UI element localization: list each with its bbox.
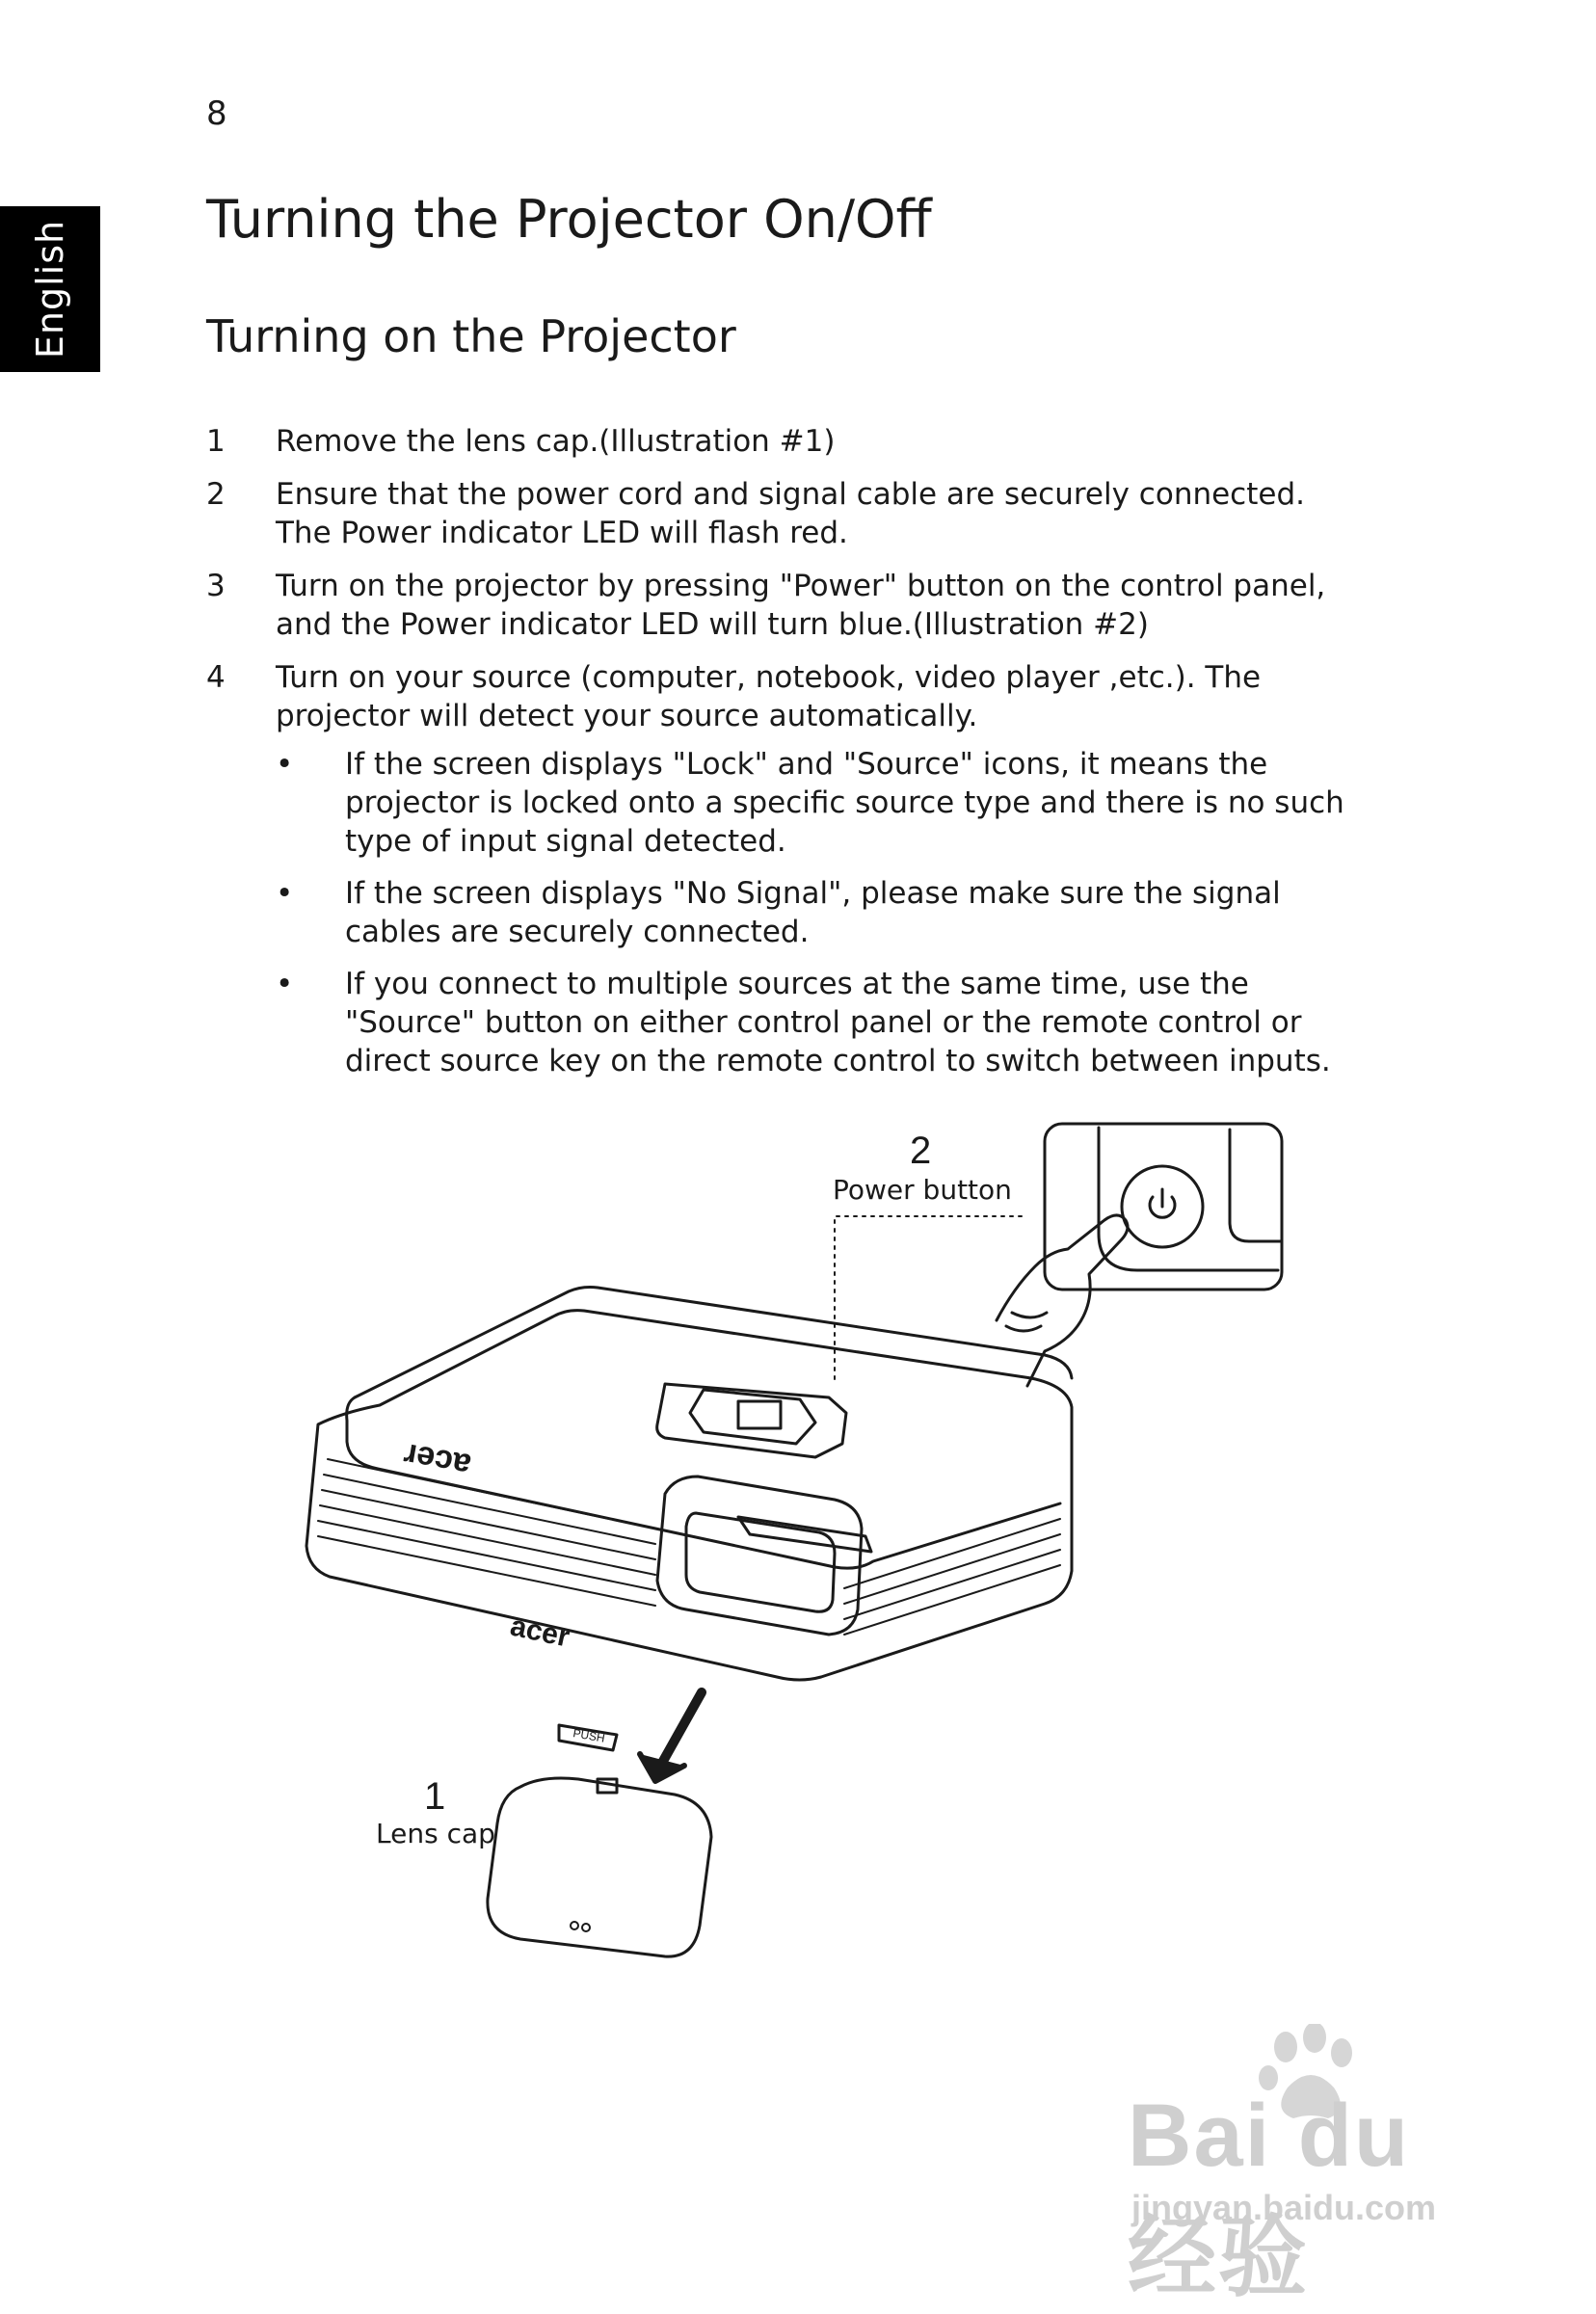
list-item: [206, 658, 1363, 1080]
bullet-marker: •: [276, 747, 294, 782]
callout-lens-label: Lens cap: [376, 1818, 495, 1849]
callout-power-number: 2: [910, 1130, 932, 1172]
brand-logo-front: acer: [507, 1609, 572, 1654]
steps-list: [206, 422, 1363, 1095]
callout-lens-number: 1: [424, 1775, 446, 1818]
language-tab: [0, 206, 100, 372]
step-number: 3: [206, 569, 226, 603]
power-icon: [1150, 1189, 1175, 1217]
step-number: 4: [206, 660, 226, 695]
page-number: 8: [206, 94, 227, 133]
step-text: Turn on the projector by pressing "Power" button on the control panel, and the Power indicator LED will turn blue.(Illustration #2): [276, 569, 1326, 642]
watermark-brand: Bai du 经验: [1128, 2087, 1411, 2307]
brand-logo-top: acer: [400, 1435, 474, 1484]
power-leader-line: [835, 1216, 1022, 1382]
bullet-marker: •: [276, 967, 294, 1001]
page-title: Turning the Projector On/Off: [206, 189, 932, 250]
step-number: 2: [206, 477, 226, 512]
callout-power-label: Power button: [833, 1174, 1012, 1206]
lens-cap: [488, 1778, 711, 1956]
push-label: PUSH: [572, 1726, 606, 1745]
language-tab-label: English: [29, 219, 71, 359]
power-closeup-panel: [1099, 1128, 1278, 1270]
power-closeup-corner: [1230, 1130, 1282, 1241]
step-number: 1: [206, 424, 226, 459]
watermark-url: jingyan.baidu.com: [1131, 2188, 1437, 2227]
bullet-text: If the screen displays "No Signal", please make sure the signal cables are securely connected.: [345, 876, 1281, 949]
hand-icon: [997, 1215, 1128, 1386]
vent-grille: [318, 1459, 1060, 1635]
step-text: Turn on your source (computer, notebook, video player ,etc.). The projector will detect your source automatically.: [276, 660, 1262, 733]
bullet-list: [276, 745, 1363, 1080]
baidu-watermark: [1128, 2043, 1503, 2307]
step-text: Remove the lens cap.(Illustration #1): [276, 424, 836, 459]
bullet-item: [276, 745, 1363, 861]
bullet-item: [276, 874, 1363, 951]
bullet-text: If the screen displays "Lock" and "Source" icons, it means the projector is locked onto a specific source type and there is no such type of input signal detected.: [345, 747, 1344, 859]
control-pad: [738, 1401, 781, 1428]
list-item: [206, 567, 1363, 644]
projector-illustration: [0, 1060, 1596, 2072]
remove-arrow: [657, 1692, 702, 1771]
bullet-marker: •: [276, 876, 294, 911]
projector-drawing: [0, 1060, 1596, 2072]
projector-top-edge: [355, 1288, 1072, 1398]
step-text: Ensure that the power cord and signal cable are securely connected. The Power indicator LED will flash red.: [276, 477, 1305, 550]
list-item: [206, 475, 1363, 552]
bullet-text: If you connect to multiple sources at the same time, use the "Source" button on either control panel or the remote control or direct source key on the remote control to switch between inputs.: [345, 967, 1331, 1078]
list-item: [206, 422, 1363, 461]
lens-housing: [657, 1476, 862, 1635]
section-heading: Turning on the Projector: [206, 310, 736, 362]
